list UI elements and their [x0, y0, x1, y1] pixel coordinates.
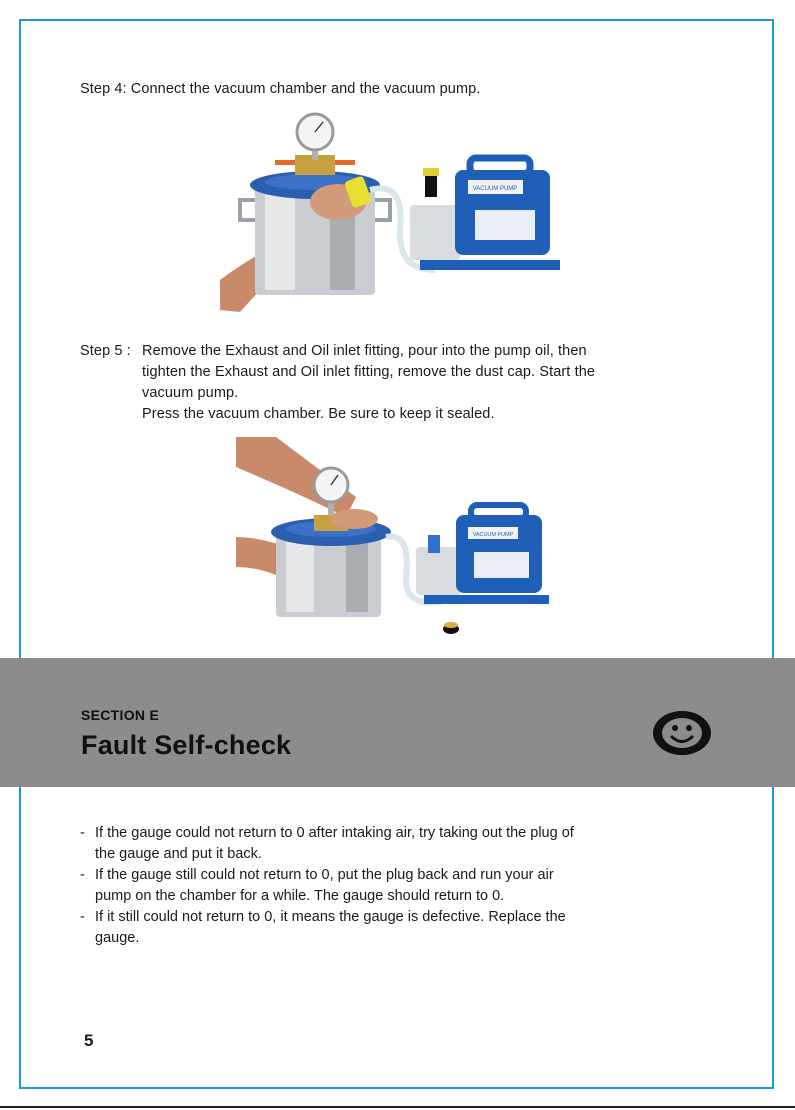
step-4-text: Step 4: Connect the vacuum chamber and the vacuum pump.: [80, 81, 481, 97]
bottom-rule: [0, 1106, 795, 1108]
step-5-label: Step 5 :: [80, 343, 131, 359]
list-item: - If the gauge still could not return to 0, put the plug back and run your air pump on the chamber for a while. The gauge should return to 0.: [80, 867, 554, 904]
fault-line: gauge.: [95, 930, 140, 946]
section-title: Fault Self-check: [81, 730, 292, 760]
page-number: 5: [84, 1031, 94, 1050]
fault-list: [80, 823, 730, 949]
step-5-line-4: Press the vacuum chamber. Be sure to keep it sealed.: [142, 406, 495, 422]
step-5-line-1: Remove the Exhaust and Oil inlet fitting, pour into the pump oil, then: [142, 343, 587, 359]
step-5-text: [80, 341, 760, 425]
wink-smiley-icon: [652, 710, 712, 756]
list-item: - If it still could not return to 0, it means the gauge is defective. Replace the gauge.: [80, 909, 566, 946]
pump-label-text: VACUUM PUMP: [472, 186, 518, 192]
list-item: - If the gauge could not return to 0 after intaking air, try taking out the plug of the gauge and put it back.: [80, 825, 574, 862]
section-label: SECTION E: [81, 707, 160, 723]
fault-line: If the gauge still could not return to 0, put the plug back and run your air: [95, 867, 554, 883]
fault-line: If it still could not return to 0, it means the gauge is defective. Replace the: [95, 909, 566, 925]
vacuum-chamber-pump-photo-2: [236, 437, 552, 641]
step-5-line-3: vacuum pump.: [142, 385, 239, 401]
fault-line: pump on the chamber for a while. The gauge should return to 0.: [95, 888, 505, 904]
vacuum-chamber-pump-photo-1: [220, 110, 572, 312]
fault-line: the gauge and put it back.: [95, 846, 262, 862]
fault-line: If the gauge could not return to 0 after intaking air, try taking out the plug of: [95, 825, 574, 841]
pump-label-text: VACUUM PUMP: [472, 532, 514, 538]
step-5-line-2: tighten the Exhaust and Oil inlet fitting, remove the dust cap. Start the: [142, 364, 596, 380]
